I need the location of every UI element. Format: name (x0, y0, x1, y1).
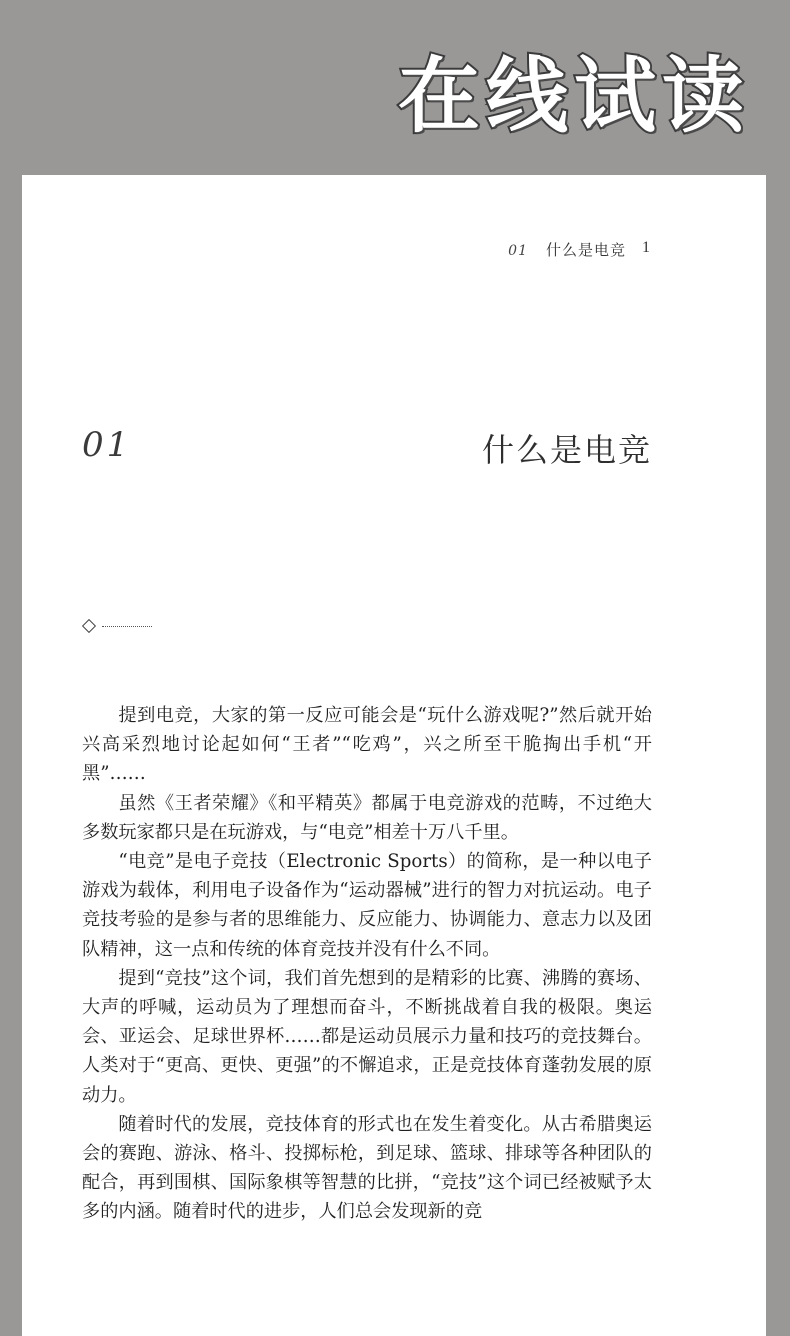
running-header-chapter-number: 01 (508, 243, 528, 259)
paragraph: “电竞”是电子竞技（Electronic Sports）的简称，是一种以电子游戏为载体，利用电子设备作为“运动器械”进行的智力对抗运动。电子竞技考验的是参与者的思维能力、反应能力、协调能力、意志力以及团队精神，这一点和传统的体育竞技并没有什么不同。 (82, 851, 652, 960)
paragraph: 随着时代的发展，竞技体育的形式也在发生着变化。从古希腊奥运会的赛跑、游泳、格斗、投掷标枪，到足球、篮球、排球等各种团队的配合，再到围棋、国际象棋等智慧的比拼，“竞技”这个词已经被赋予太多的内涵。随着时代的进步，人们总会发现新的竞 (82, 1113, 652, 1223)
chapter-heading (82, 425, 652, 475)
banner-title: 在线试读 (397, 49, 750, 144)
dotted-rule (102, 626, 152, 627)
body-text (82, 701, 652, 1227)
diamond-icon (82, 619, 96, 633)
paragraph: 虽然《王者荣耀》《和平精英》都属于电竞游戏的范畴，不过绝大多数玩家都只是在玩游戏，与“电竞”相差十万八千里。 (82, 792, 652, 843)
preview-banner (398, 42, 750, 152)
paragraph: 提到电竞，大家的第一反应可能会是“玩什么游戏呢?”然后就开始兴高采烈地讨论起如何“王者”“吃鸡”，兴之所至干脆掏出手机“开黑”…… (82, 705, 652, 785)
page-number: 1 (642, 239, 650, 256)
running-header (508, 239, 626, 260)
running-header-chapter-title: 什么是电竞 (545, 241, 626, 259)
chapter-title: 什么是电竞 (481, 431, 652, 469)
chapter-number: 01 (82, 425, 132, 465)
paragraph: 提到“竞技”这个词，我们首先想到的是精彩的比赛、沸腾的赛场、大声的呼喊，运动员为了理想而奋斗，不断挑战着自我的极限。奥运会、亚运会、足球世界杯……都是运动员展示力量和技巧的竞技舞台。人类对于“更高、更快、更强”的不懈追求，正是竞技体育蓬勃发展的原动力。 (82, 967, 652, 1106)
book-page (22, 175, 766, 1336)
section-ornament (84, 621, 152, 631)
